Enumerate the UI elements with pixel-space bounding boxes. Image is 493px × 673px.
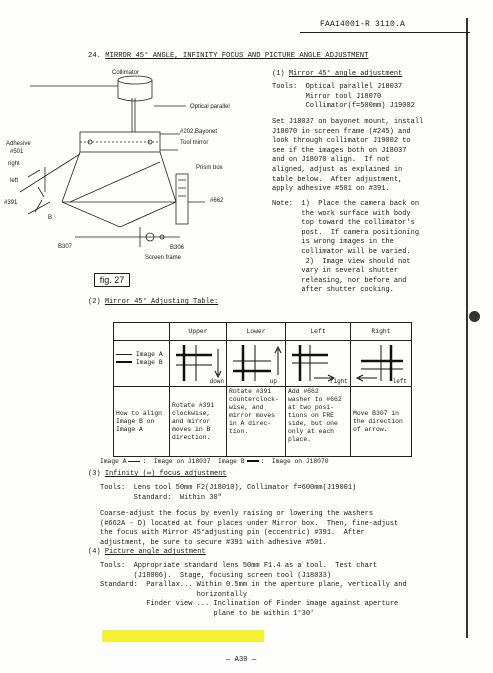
section-number: 24.: [88, 52, 101, 60]
step1-heading: [272, 70, 402, 80]
page-number: — A30 —: [226, 656, 257, 664]
step2-heading: [88, 298, 218, 308]
left-instruction: Add #662 washer to #662 at two posi- tions on FRE side, but one only at each place.: [286, 387, 351, 457]
step1-title: Mirror 45° angle adjustment: [288, 70, 403, 78]
section-heading: MIRROR 45° ANGLE, INFINITY FOCUS AND PICTURE ANGLE ADJUSTMENT: [105, 52, 369, 60]
right-image-icon: [351, 341, 411, 383]
header-rule: [300, 32, 470, 33]
label-adhesive-num: #501: [10, 149, 24, 155]
label-optical-parallel: Optical parallel: [190, 104, 230, 110]
highlight-mark: [102, 630, 264, 642]
step3-heading: [88, 470, 227, 480]
label-662: #662: [210, 198, 224, 204]
step3-num: (3): [88, 470, 101, 478]
step4-heading: [88, 548, 206, 558]
right-instruction: Move B307 in the direction of arrow.: [351, 387, 412, 457]
label-left: left: [10, 178, 19, 184]
left-arrow-label: right: [329, 378, 348, 385]
legend-image-b: Image B: [218, 458, 245, 465]
step3-title: Infinity (∞) focus adjustment: [104, 470, 227, 478]
binder-hole-mark: [469, 311, 480, 322]
adjusting-table: [113, 322, 412, 457]
step1-tools: Tools: Optical parallel J18037 Mirror tool J18070 Collimator(f=500mm) J19002: [272, 83, 415, 111]
col-lower: Lower: [227, 323, 286, 341]
step1-note: Note: 1) Place the camera back on the work surface with body top toward the collimator's post. If camera positioning is wrong images in the collimator will be varied. 2) Image view should not vary in several shutter releasing, nor before and after shutter cocking.: [272, 200, 420, 295]
label-adhesive: Adhesive: [6, 141, 31, 147]
lower-arrow-label: up: [269, 378, 277, 385]
step1-body: Set J18037 on bayonet mount, install J18070 in screen frame (#245) and look through collimator J19002 to see if the images both on J18037 and on J18070 align. If not aligned, adjust as explained in table below. After adjustment, apply adhesive #501 on #391.: [272, 118, 424, 194]
label-right: right: [8, 161, 20, 167]
step4-num: (4): [88, 548, 101, 556]
legend-cell: [114, 341, 170, 387]
upper-arrow-label: down: [209, 378, 224, 385]
legend-image-a-desc: : Image on J18037: [142, 458, 211, 465]
upper-image-cell: [170, 341, 227, 387]
how-to-align-cell: How to align Image B on Image A: [114, 387, 170, 457]
step4-title: Picture angle adjustment: [104, 548, 206, 556]
left-image-cell: [286, 341, 351, 387]
col-left: Left: [286, 323, 351, 341]
image-legend-line: [100, 458, 329, 466]
left-image-icon: [286, 341, 350, 383]
label-b307: B307: [58, 244, 73, 250]
lower-image-icon: [227, 341, 285, 383]
figure-label: fig. 27: [94, 273, 130, 287]
legend-image-b-desc: : Image on J18070: [260, 458, 329, 465]
upper-instruction: Rotate #391 clockwise, and mirror moves in B direction.: [170, 387, 227, 457]
step1-num: (1): [272, 70, 285, 78]
legend-a: Image A: [116, 351, 167, 359]
step3-body: Coarse-adjust the focus by evenly raising or lowering the washers (#662A - D) located at four places under Mirror box. Then, fine-adjust the focus with Mirror 45°adjusting pin (eccentric) #391. After adjustment, be sure to secure #391 with adhesive #501.: [100, 510, 399, 547]
label-collimator: Collimator: [112, 70, 140, 76]
upper-image-icon: [170, 341, 226, 383]
label-tool-mirror: Tool mirror: [180, 140, 209, 146]
page-edge-rule: [466, 18, 468, 638]
step2-title: Mirror 45° Adjusting Table:: [104, 298, 219, 306]
table-corner: [114, 323, 170, 341]
legend-b: Image B: [116, 359, 167, 367]
section-title: [88, 52, 368, 60]
label-screen-frame: Screen frame: [145, 255, 182, 261]
right-image-cell: [351, 341, 412, 387]
label-prism-box: Prism box: [196, 165, 223, 171]
right-arrow-label: left: [392, 378, 407, 385]
label-bayonet: #202,Bayonet: [180, 129, 218, 135]
step3-tools: Tools: Lens tool 50mm F2(J18010), Collimator f=600mm(J19001) Standard: Within 30": [100, 484, 357, 502]
col-right: Right: [351, 323, 412, 341]
document-number: FAA14001-R 3110.A: [320, 20, 406, 29]
lower-instruction: Rotate #391 counterclock- wise, and mirror moves in A direc- tion.: [227, 387, 286, 457]
legend-image-a: Image A: [100, 458, 127, 465]
label-b: B: [48, 215, 53, 221]
step2-num: (2): [88, 298, 101, 306]
label-391: #391: [4, 200, 18, 206]
col-upper: Upper: [170, 323, 227, 341]
step4-body: Tools: Appropriate standard lens 50mm F1.4 as a tool. Test chart (J18006). Stage, focusing screen tool (J18033) Standard: Parallax... Within 0.5mm in the aperture plane, vertically and horizontally Finder view ... Inclination of Finder image against aperture plane to be within 1°30': [100, 562, 407, 618]
lower-image-cell: [227, 341, 286, 387]
label-b306: B306: [170, 245, 185, 251]
